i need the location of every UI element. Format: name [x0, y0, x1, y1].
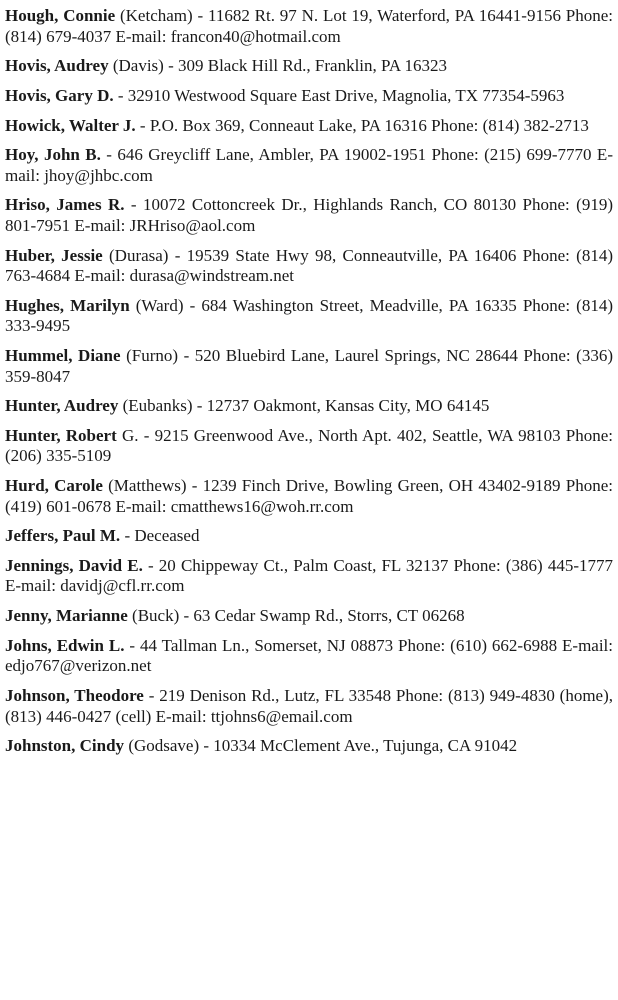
directory-entry: [5, 145, 613, 186]
entry-details: - P.O. Box 369, Conneaut Lake, PA 16316 Phone: (814) 382-2713: [135, 115, 589, 135]
directory-entry: [5, 346, 613, 387]
entry-details: (Ketcham) - 11682 Rt. 97 N. Lot 19, Waterford, PA 16441-9156 Phone: (814) 679-4037 E-mail: francon40@hotmail.com: [5, 6, 614, 46]
entry-name: Hunter, Audrey: [5, 396, 119, 416]
directory-entry: [5, 296, 613, 337]
entry-details: (Godsave) - 10334 McClement Ave., Tujunga, CA 91042: [124, 736, 518, 756]
directory-entry: [5, 686, 613, 727]
directory-entry: [5, 396, 613, 417]
entry-details: (Ward) - 684 Washington Street, Meadville, PA 16335 Phone: (814) 333-9495: [5, 295, 613, 336]
directory-entry: [5, 195, 613, 236]
entry-details: (Furno) - 520 Bluebird Lane, Laurel Springs, NC 28644 Phone: (336) 359-8047: [5, 346, 613, 386]
entry-details: - 44 Tallman Ln., Somerset, NJ 08873 Phone: (610) 662-6988 E-mail: edjo767@verizon.net: [5, 635, 614, 676]
entry-details: - 20 Chippeway Ct., Palm Coast, FL 32137 Phone: (386) 445-1777 E-mail: davidj@cfl.rr.com: [5, 555, 613, 596]
directory-entry: [5, 736, 613, 757]
directory-entry: [5, 86, 613, 107]
entry-name: Hovis, Audrey: [5, 56, 109, 76]
directory-entry: [5, 606, 613, 627]
entry-name: Hughes, Marilyn: [5, 295, 130, 315]
entry-name: Hunter, Robert: [5, 425, 117, 445]
entry-name: Hovis, Gary D.: [5, 85, 114, 105]
entry-details: (Durasa) - 19539 State Hwy 98, Conneautville, PA 16406 Phone: (814) 763-4684 E-mail: durasa@windstream.net: [5, 245, 613, 286]
entry-details: (Davis) - 309 Black Hill Rd., Franklin, PA 16323: [108, 56, 448, 76]
directory-entry: [5, 526, 613, 547]
entry-name: Hough, Connie: [5, 6, 116, 25]
entry-name: Johnston, Cindy: [5, 736, 125, 756]
directory-entry: [5, 246, 613, 287]
directory-entry: [5, 6, 613, 47]
directory-page: [5, 6, 613, 766]
entry-name: Huber, Jessie: [5, 245, 103, 265]
entry-details: - 10072 Cottoncreek Dr., Highlands Ranch, CO 80130 Phone: (919) 801-7951 E-mail: JRHriso@aol.com: [5, 195, 613, 235]
entry-details: - 646 Greycliff Lane, Ambler, PA 19002-1951 Phone: (215) 699-7770 E-mail: jhoy@jhbc.com: [5, 145, 613, 185]
directory-entry: [5, 556, 613, 597]
entry-details: - Deceased: [120, 526, 200, 546]
entry-name: Jenny, Marianne: [5, 606, 128, 626]
entry-details: - 32910 Westwood Square East Drive, Magnolia, TX 77354-5963: [113, 85, 565, 105]
entry-name: Jennings, David E.: [5, 555, 143, 575]
entry-details: (Eubanks) - 12737 Oakmont, Kansas City, MO 64145: [118, 396, 490, 416]
directory-entry: [5, 476, 613, 517]
directory-entry: [5, 426, 613, 467]
entry-name: Jeffers, Paul M.: [5, 526, 121, 546]
entry-name: Hriso, James R.: [5, 195, 125, 215]
entry-name: Hoy, John B.: [5, 145, 101, 165]
directory-entry: [5, 636, 613, 677]
directory-entry: [5, 56, 613, 77]
entry-details: G. - 9215 Greenwood Ave., North Apt. 402, Seattle, WA 98103 Phone: (206) 335-5109: [5, 425, 613, 466]
entry-details: - 219 Denison Rd., Lutz, FL 33548 Phone: (813) 949-4830 (home), (813) 446-0427 (cell) E-mail: ttjohns6@email.com: [5, 686, 614, 726]
entry-details: (Matthews) - 1239 Finch Drive, Bowling Green, OH 43402-9189 Phone: (419) 601-0678 E-mail: cmatthews16@woh.rr.com: [5, 476, 613, 516]
entry-name: Hurd, Carole: [5, 476, 103, 496]
entry-name: Johns, Edwin L.: [5, 635, 125, 655]
entry-name: Hummel, Diane: [5, 346, 121, 365]
entry-name: Howick, Walter J.: [5, 115, 136, 135]
directory-entry: [5, 116, 613, 137]
entry-details: (Buck) - 63 Cedar Swamp Rd., Storrs, CT 06268: [127, 606, 465, 626]
entry-name: Johnson, Theodore: [5, 686, 144, 705]
